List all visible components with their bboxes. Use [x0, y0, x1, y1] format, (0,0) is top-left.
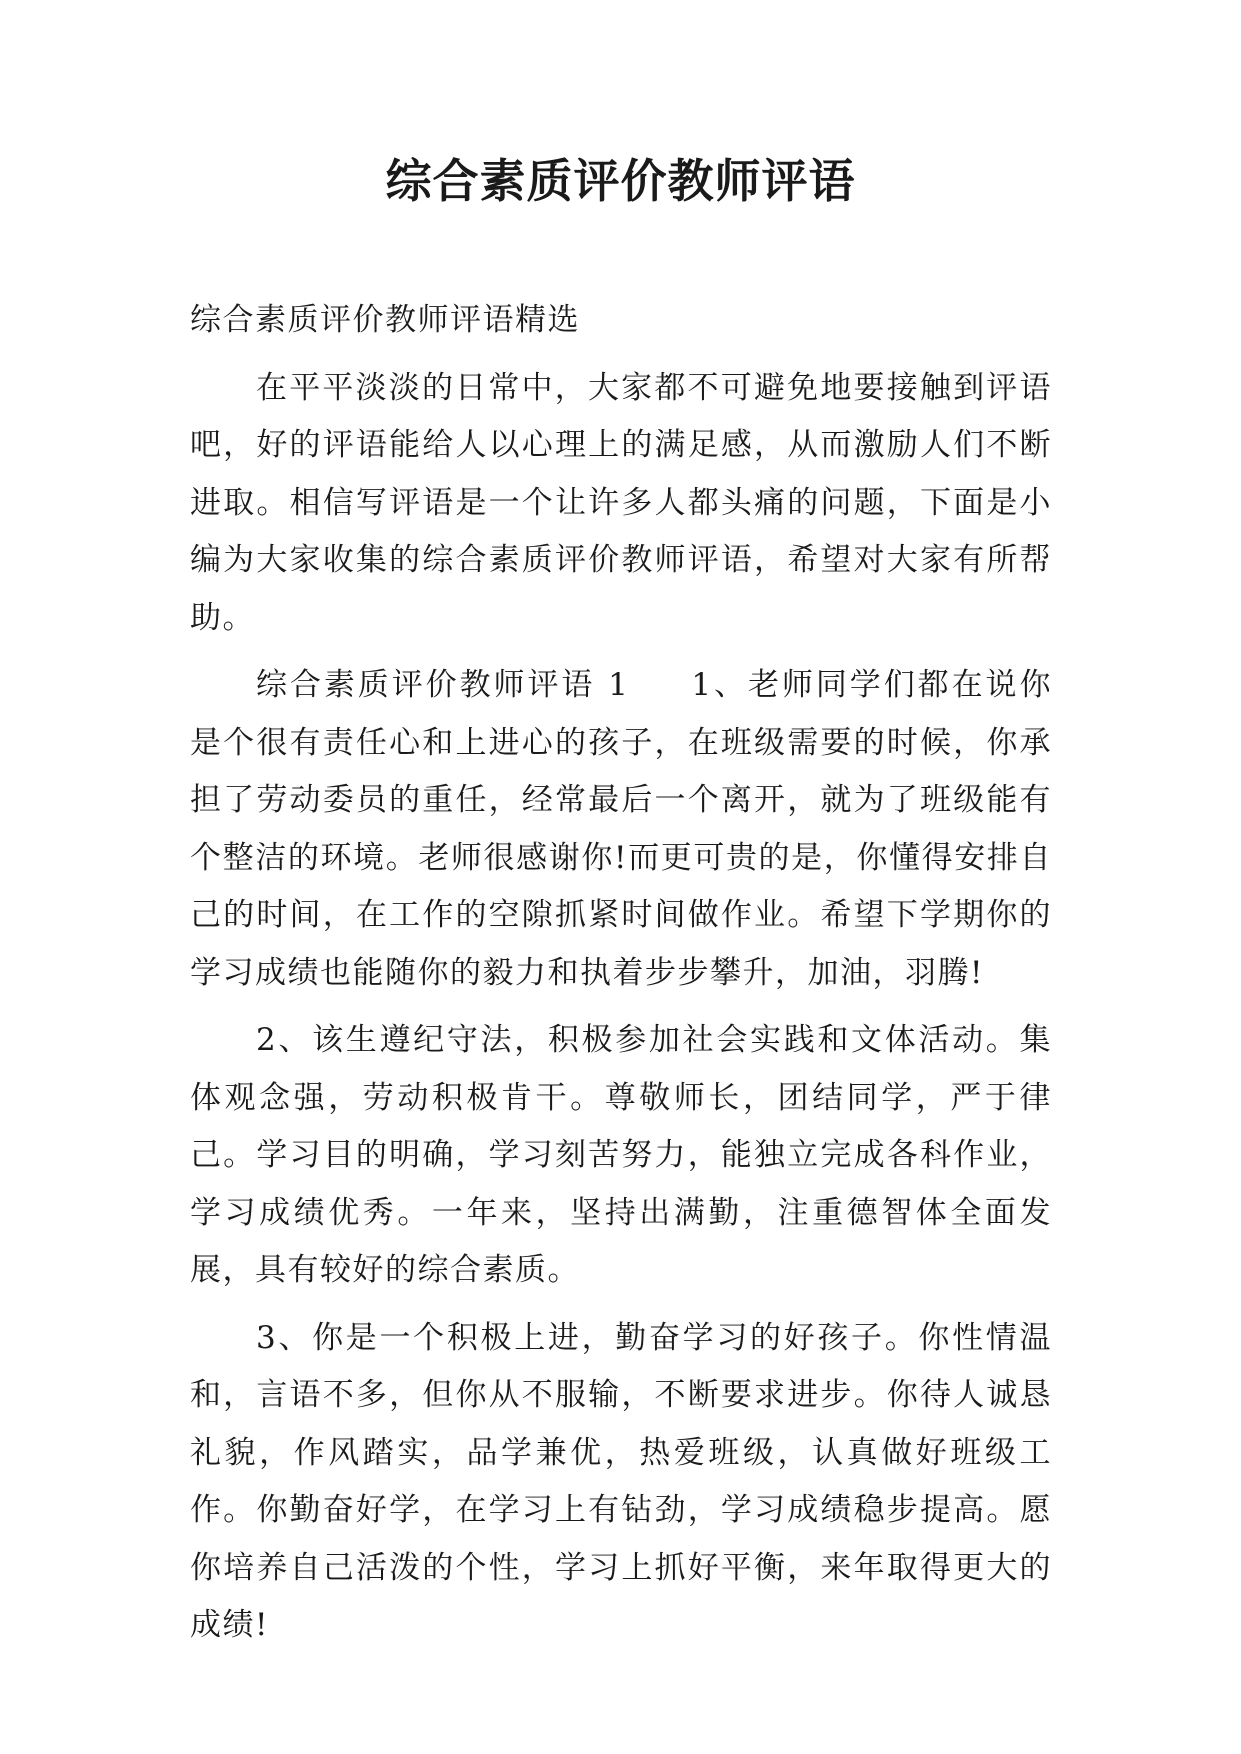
section-heading: 综合素质评价教师评语 1: [256, 667, 630, 703]
document-title: 综合素质评价教师评语: [385, 154, 856, 208]
intro-paragraph: 在平平淡淡的日常中，大家都不可避免地要接触到评语吧，好的评语能给人以心理上的满足感，从而激励人们不断进取。相信写评语是一个让许多人都头痛的问题，下面是小编为大家收集的综合素质评价教师评语，希望对大家有所帮助。: [190, 369, 1052, 636]
document-subtitle: 综合素质评价教师评语精选: [190, 302, 580, 338]
comment-1-text: 1、老师同学们都在说你是个很有责任心和上进心的孩子，在班级需要的时候，你承担了劳动委员的重任，经常最后一个离开，就为了班级能有个整洁的环境。老师很感谢你!而更可贵的是，你懂得安排自己的时间，在工作的空隙抓紧时间做作业。希望下学期你的学习成绩也能随你的毅力和执着步步攀升，加油，羽腾!: [190, 667, 1052, 991]
comment-paragraph-2: 2、该生遵纪守法，积极参加社会实践和文体活动。集体观念强，劳动积极肯干。尊敬师长，团结同学，严于律己。学习目的明确，学习刻苦努力，能独立完成各科作业，学习成绩优秀。一年来，坚持出满勤，注重德智体全面发展，具有较好的综合素质。: [190, 1022, 1052, 1288]
comment-paragraph-3: 3、你是一个积极上进，勤奋学习的好孩子。你性情温和，言语不多，但你从不服输，不断要求进步。你待人诚恳礼貌，作风踏实，品学兼优，热爱班级，认真做好班级工作。你勤奋好学，在学习上有钻劲，学习成绩稳步提高。愿你培养自己活泼的个性，学习上抓好平衡，来年取得更大的成绩!: [190, 1319, 1052, 1643]
document-body: [190, 292, 1052, 1665]
comment-paragraph-1: [190, 657, 1052, 1002]
